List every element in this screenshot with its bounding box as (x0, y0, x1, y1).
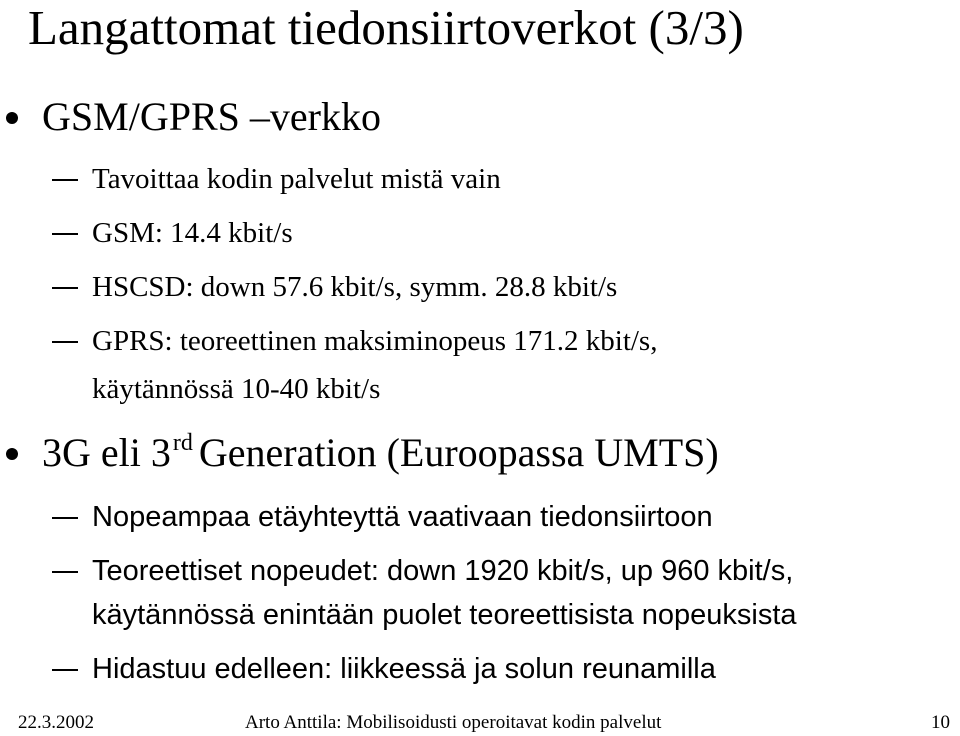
bullet-dot-icon (6, 448, 18, 460)
subitem-text: HSCSD: down 57.6 kbit/s, symm. 28.8 kbit/s (92, 271, 618, 303)
subitem-text: Tavoittaa kodin palvelut mistä vain (92, 163, 501, 195)
dash-icon (52, 179, 78, 181)
dash-icon (52, 669, 78, 671)
dash-icon (52, 571, 78, 573)
dash-icon (52, 341, 78, 343)
footer-page-number: 10 (931, 712, 950, 733)
bullet-dot-icon (6, 112, 18, 124)
bullet-text (42, 430, 719, 482)
bullet-text-before: 3G eli 3 (42, 430, 171, 475)
subitem-text: käytännössä 10-40 kbit/s (92, 373, 381, 405)
dash-icon (52, 517, 78, 519)
subitem-text: GPRS: teoreettinen maksiminopeus 171.2 kbit/s, (92, 325, 658, 357)
bullet-text-after: Generation (Euroopassa UMTS) (198, 430, 719, 475)
superscript-rd: rd (172, 430, 193, 456)
subitem-text: käytännössä enintään puolet teoreettisista nopeuksista (92, 599, 797, 631)
subitem-text: GSM: 14.4 kbit/s (92, 217, 293, 249)
footer-date: 22.3.2002 (18, 712, 94, 733)
slide-title: Langattomat tiedonsiirtoverkot (3/3) (28, 0, 744, 55)
subitem-text: Nopeampaa etäyhteyttä vaativaan tiedonsiirtoon (92, 501, 713, 533)
subitem-text: Teoreettiset nopeudet: down 1920 kbit/s, up 960 kbit/s, (92, 555, 794, 587)
subitem-text: Hidastuu edelleen: liikkeessä ja solun reunamilla (92, 653, 716, 685)
dash-icon (52, 233, 78, 235)
dash-icon (52, 287, 78, 289)
bullet-text: GSM/GPRS –verkko (42, 94, 381, 139)
footer-author-title: Arto Anttila: Mobilisoidusti operoitavat kodin palvelut (245, 712, 662, 733)
